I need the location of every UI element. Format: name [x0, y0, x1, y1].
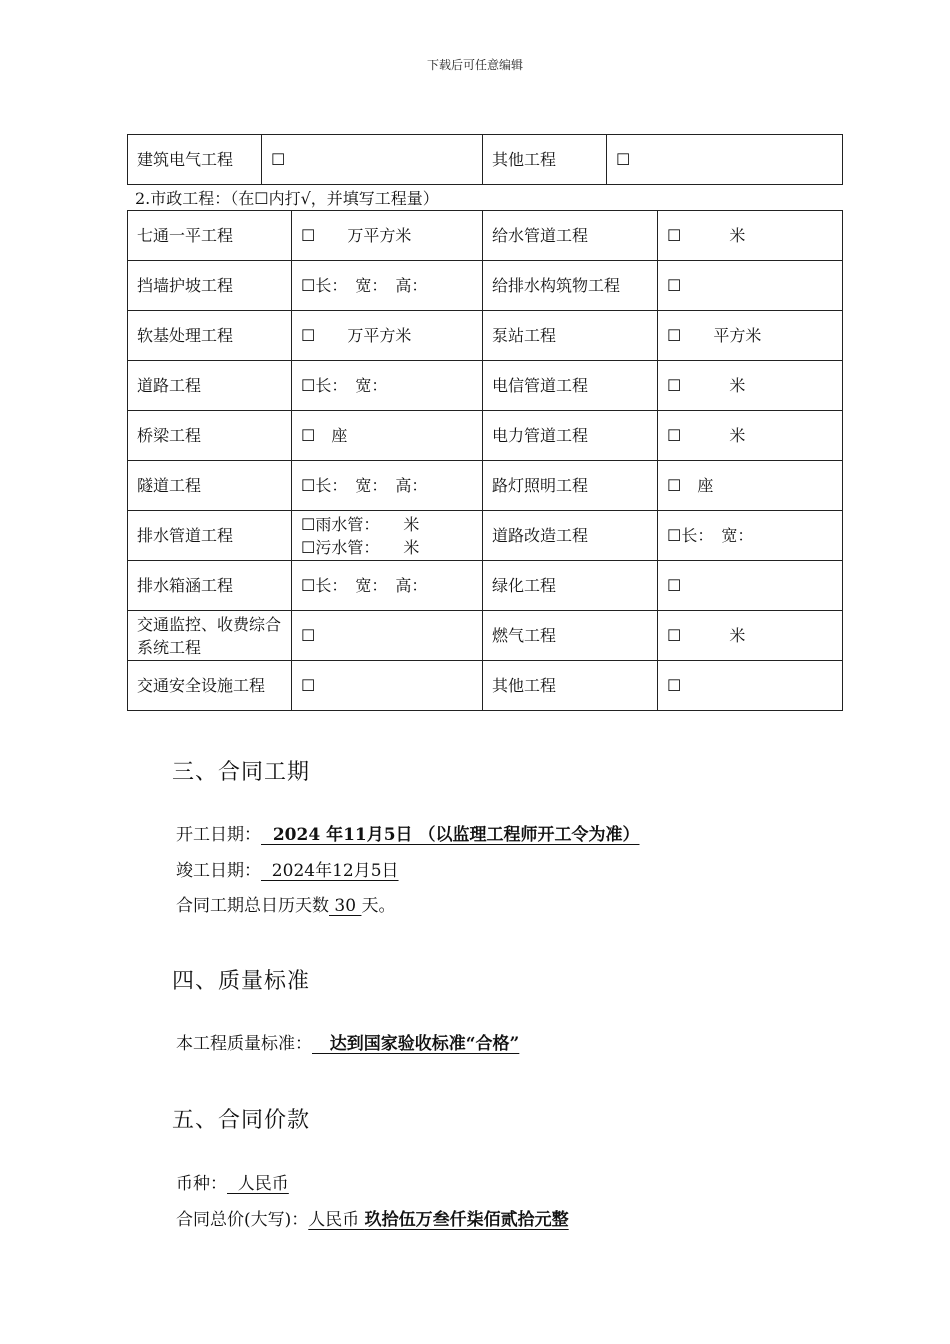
- item-name: 给排水构筑物工程: [483, 261, 658, 311]
- item-name: 隧道工程: [128, 461, 292, 511]
- item-name: 其他工程: [483, 135, 607, 185]
- quality-line: [176, 1029, 519, 1054]
- item-name: 道路改造工程: [483, 511, 658, 561]
- section3-title: 三、合同工期: [172, 760, 311, 785]
- item-value[interactable]: ☐ 万平方米: [292, 311, 483, 361]
- duration-line: [176, 891, 395, 916]
- start-date-value[interactable]: 2024 年11月5日 （以监理工程师开工令为准）: [261, 825, 640, 845]
- item-name: 其他工程: [483, 661, 658, 711]
- start-date-label: 开工日期：: [176, 825, 261, 845]
- municipal-table: [127, 210, 843, 711]
- item-checkbox[interactable]: ☐: [607, 135, 843, 185]
- table-row: [128, 135, 843, 185]
- item-value[interactable]: ☐ 座: [292, 411, 483, 461]
- table-row: [128, 661, 843, 711]
- table-row: [128, 561, 843, 611]
- duration-value[interactable]: 30: [329, 896, 362, 916]
- item-checkbox[interactable]: ☐: [262, 135, 483, 185]
- item-value[interactable]: ☐ 米: [658, 361, 843, 411]
- sewage-pipe-value: ☐污水管： 米: [301, 537, 420, 557]
- item-value[interactable]: ☐: [292, 611, 483, 661]
- item-value[interactable]: ☐ 米: [658, 411, 843, 461]
- item-name: 道路工程: [128, 361, 292, 411]
- item-value[interactable]: ☐ 平方米: [658, 311, 843, 361]
- item-value[interactable]: ☐长： 宽：: [658, 511, 843, 561]
- price-amount: 玖拾伍万叁仟柒佰贰拾元整: [364, 1210, 569, 1230]
- item-value[interactable]: ☐长： 宽：: [292, 361, 483, 411]
- duration-suffix: 天。: [361, 896, 396, 916]
- quality-value[interactable]: 达到国家验收标准“合格”: [312, 1034, 520, 1054]
- item-value[interactable]: ☐长： 宽： 高：: [292, 261, 483, 311]
- currency-label: 币种：: [176, 1174, 227, 1194]
- start-date-line: [176, 820, 639, 845]
- item-value[interactable]: ☐ 米: [658, 211, 843, 261]
- table-row: [128, 511, 843, 561]
- item-name: 桥梁工程: [128, 411, 292, 461]
- price-value[interactable]: [308, 1210, 568, 1230]
- item-value[interactable]: ☐长： 宽： 高：: [292, 561, 483, 611]
- item-name: 交通安全设施工程: [128, 661, 292, 711]
- item-name: 绿化工程: [483, 561, 658, 611]
- item-name: 交通监控、收费综合系统工程: [128, 611, 292, 661]
- price-line: [176, 1205, 569, 1230]
- item-value[interactable]: ☐ 万平方米: [292, 211, 483, 261]
- quality-label: 本工程质量标准：: [176, 1034, 312, 1054]
- duration-prefix: 合同工期总日历天数: [176, 896, 329, 916]
- item-value[interactable]: ☐: [658, 561, 843, 611]
- municipal-label: 2.市政工程：（在☐内打√，并填写工程量）: [135, 189, 439, 208]
- price-currency: 人民币: [308, 1210, 365, 1230]
- item-name: 电力管道工程: [483, 411, 658, 461]
- item-name: 电信管道工程: [483, 361, 658, 411]
- table-row: [128, 261, 843, 311]
- end-date-label: 竣工日期：: [176, 861, 261, 881]
- item-name: 路灯照明工程: [483, 461, 658, 511]
- item-value[interactable]: ☐: [658, 261, 843, 311]
- table-row: [128, 461, 843, 511]
- currency-line: [176, 1169, 289, 1194]
- item-name: 给水管道工程: [483, 211, 658, 261]
- currency-value[interactable]: 人民币: [227, 1174, 289, 1194]
- item-name: 泵站工程: [483, 311, 658, 361]
- section4-title: 四、质量标准: [172, 969, 311, 994]
- table-row: [128, 311, 843, 361]
- item-value[interactable]: ☐ 座: [658, 461, 843, 511]
- table-row: [128, 361, 843, 411]
- section5-title: 五、合同价款: [172, 1108, 311, 1133]
- end-date-line: [176, 856, 803, 881]
- table-row: [128, 211, 843, 261]
- item-name: 挡墙护坡工程: [128, 261, 292, 311]
- item-name: 七通一平工程: [128, 211, 292, 261]
- item-name: 排水箱涵工程: [128, 561, 292, 611]
- table-row: [128, 611, 843, 661]
- item-value[interactable]: ☐ 米: [658, 611, 843, 661]
- item-value[interactable]: ☐: [292, 661, 483, 711]
- rain-pipe-value: ☐雨水管： 米: [301, 514, 420, 534]
- item-name: 建筑电气工程: [128, 135, 262, 185]
- price-label: 合同总价(大写)：: [176, 1210, 309, 1230]
- item-name: 软基处理工程: [128, 311, 292, 361]
- table-row: [128, 411, 843, 461]
- end-date-value[interactable]: 2024年12月5日: [261, 861, 399, 881]
- item-value[interactable]: ☐长： 宽： 高：: [292, 461, 483, 511]
- item-name: 燃气工程: [483, 611, 658, 661]
- header-note: 下载后可任意编辑: [426, 58, 523, 72]
- item-value[interactable]: [292, 511, 483, 561]
- building-table: [127, 134, 843, 185]
- item-value[interactable]: ☐: [658, 661, 843, 711]
- item-name: 排水管道工程: [128, 511, 292, 561]
